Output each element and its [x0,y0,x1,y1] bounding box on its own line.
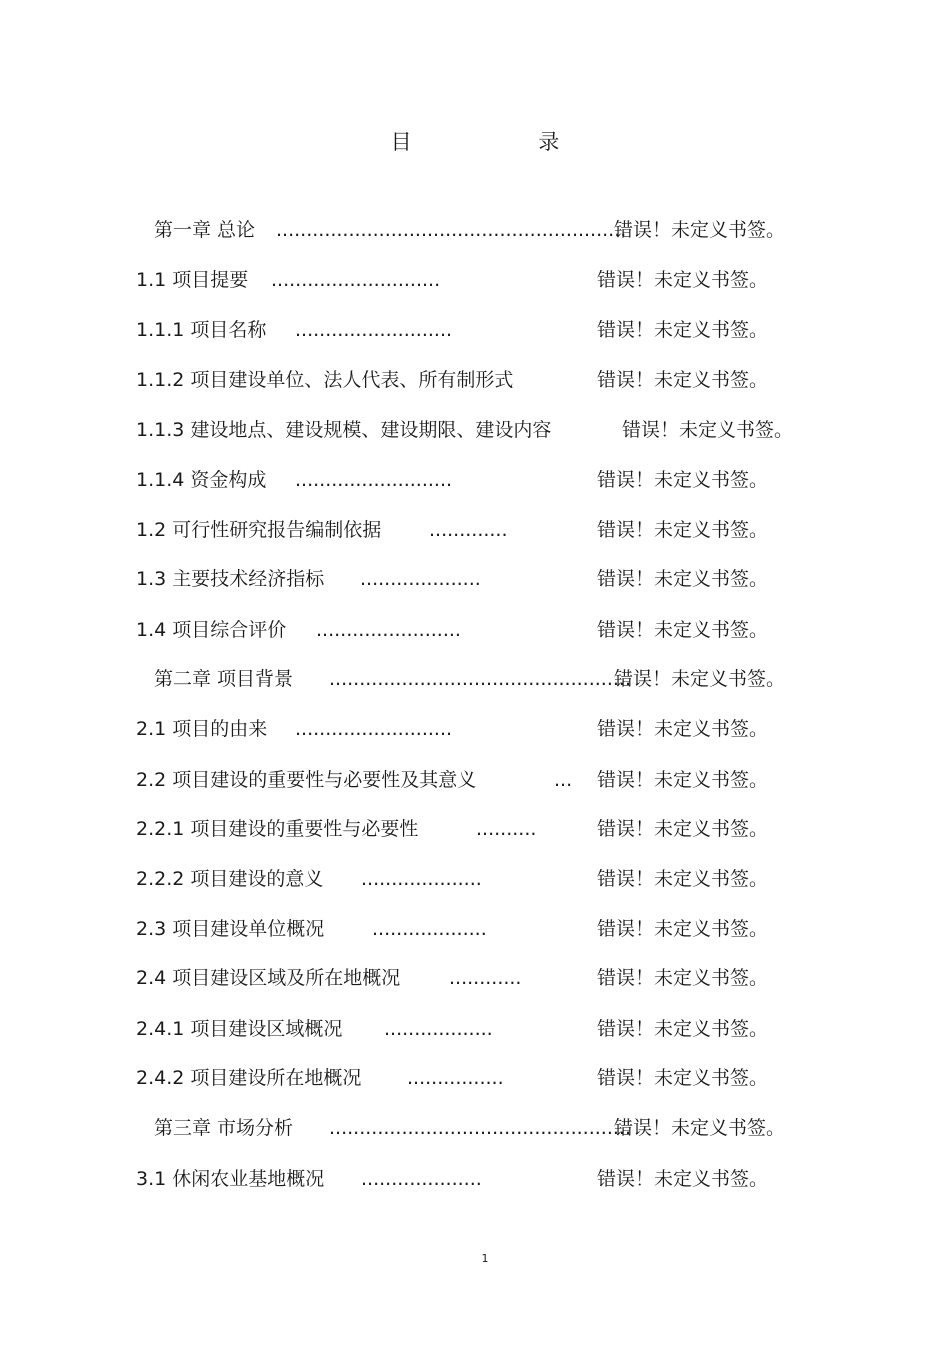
toc-entry-label: 2.4.2 项目建设所在地概况 [136,1067,362,1089]
toc-entry-reference: 错误！未定义书签。 [597,568,769,590]
toc-entry[interactable] [136,965,796,991]
toc-entry-leader: ............................ [271,269,441,291]
toc-entry-label: 2.2.2 项目建设的意义 [136,868,324,890]
toc-entry-reference: 错误！未定义书签。 [622,419,794,441]
toc-entry-label: 第二章 项目背景 [154,668,294,690]
toc-title: 目 录 [390,130,620,154]
toc-entry[interactable] [136,367,796,393]
toc-entry[interactable] [136,617,796,643]
toc-entry-reference: 错误！未定义书签。 [597,269,769,291]
toc-entry-reference: 错误！未定义书签。 [597,319,769,341]
toc-entry-label: 1.2 可行性研究报告编制依据 [136,519,382,541]
toc-entry-reference: 错误！未定义书签。 [597,519,769,541]
toc-entry-label: 2.4.1 项目建设区域概况 [136,1018,343,1040]
toc-entry[interactable] [136,866,796,892]
toc-entry[interactable] [136,1016,796,1042]
toc-entry-leader: .................................................. [329,1117,631,1139]
toc-entry-label: 1.1 项目提要 [136,269,249,291]
toc-entry-leader: .......................... [295,469,453,491]
toc-entry-leader: ........................ [316,619,461,641]
toc-entry-leader: .................................................. [329,668,631,690]
toc-entry[interactable] [136,767,796,793]
toc-entry-reference: 错误！未定义书签。 [614,668,786,690]
toc-entry-label: 3.1 休闲农业基地概况 [136,1168,325,1190]
toc-entry-leader: .......................... [295,319,453,341]
toc-entry-label: 第一章 总论 [154,219,256,241]
toc-entry-leader: .......... [476,818,537,840]
toc-entry-reference: 错误！未定义书签。 [597,918,769,940]
toc-entry[interactable] [136,1166,796,1192]
toc-entry-leader: .................... [361,868,482,890]
toc-entry-label: 1.3 主要技术经济指标 [136,568,325,590]
toc-entry-reference: 错误！未定义书签。 [597,369,769,391]
toc-entry-label: 1.4 项目综合评价 [136,619,287,641]
toc-entry[interactable] [136,1065,796,1091]
toc-entry-leader: ............. [429,519,508,541]
toc-entry-label: 第三章 市场分析 [154,1117,294,1139]
toc-entry[interactable] [136,317,796,343]
toc-entry-reference: 错误！未定义书签。 [597,619,769,641]
toc-entry-leader: ................ [407,1067,504,1089]
toc-entry[interactable] [136,566,796,592]
toc-entry-leader: .................... [361,1168,482,1190]
toc-entry-reference: 错误！未定义书签。 [597,718,769,740]
toc-entry[interactable] [136,916,796,942]
page-number: 1 [481,1252,489,1265]
toc-entry-leader: ................... [372,918,487,940]
toc-entry-leader: .................... [360,568,481,590]
toc-entry-label: 2.4 项目建设区域及所在地概况 [136,967,401,989]
toc-entry-reference: 错误！未定义书签。 [614,1117,786,1139]
toc-entry[interactable] [154,217,814,243]
toc-entry-leader: .......................................................... [276,219,627,241]
toc-entry-label: 2.2.1 项目建设的重要性与必要性 [136,818,419,840]
toc-entry[interactable] [136,467,796,493]
toc-entry-reference: 错误！未定义书签。 [597,1067,769,1089]
toc-entry[interactable] [154,666,814,692]
toc-entry[interactable] [136,716,796,742]
toc-entry[interactable] [136,816,796,842]
toc-entry-reference: 错误！未定义书签。 [597,1018,769,1040]
toc-entry-reference: 错误！未定义书签。 [597,818,769,840]
toc-entry[interactable] [136,267,796,293]
toc-entry-label: 2.2 项目建设的重要性与必要性及其意义 [136,769,477,791]
toc-entry-label: 1.1.1 项目名称 [136,319,267,341]
toc-entry-reference: 错误！未定义书签。 [614,219,786,241]
toc-entry[interactable] [136,517,796,543]
toc-entry-reference: 错误！未定义书签。 [597,967,769,989]
toc-entry-reference: 错误！未定义书签。 [597,769,769,791]
toc-entry-leader: .......................... [295,718,453,740]
toc-entry-label: 1.1.4 资金构成 [136,469,267,491]
toc-entry-leader: .................. [384,1018,493,1040]
toc-entry[interactable] [136,417,811,443]
toc-entry-leader: ............ [449,967,522,989]
toc-entry-label: 1.1.2 项目建设单位、法人代表、所有制形式 [136,369,514,391]
toc-entry-label: 1.1.3 建设地点、建设规模、建设期限、建设内容 [136,419,552,441]
toc-entry-leader: ... [554,769,573,791]
toc-entry-reference: 错误！未定义书签。 [597,1168,769,1190]
toc-entry-reference: 错误！未定义书签。 [597,469,769,491]
toc-entry-label: 2.1 项目的由来 [136,718,268,740]
toc-entry-reference: 错误！未定义书签。 [597,868,769,890]
toc-entry-label: 2.3 项目建设单位概况 [136,918,325,940]
toc-entry[interactable] [154,1115,814,1141]
